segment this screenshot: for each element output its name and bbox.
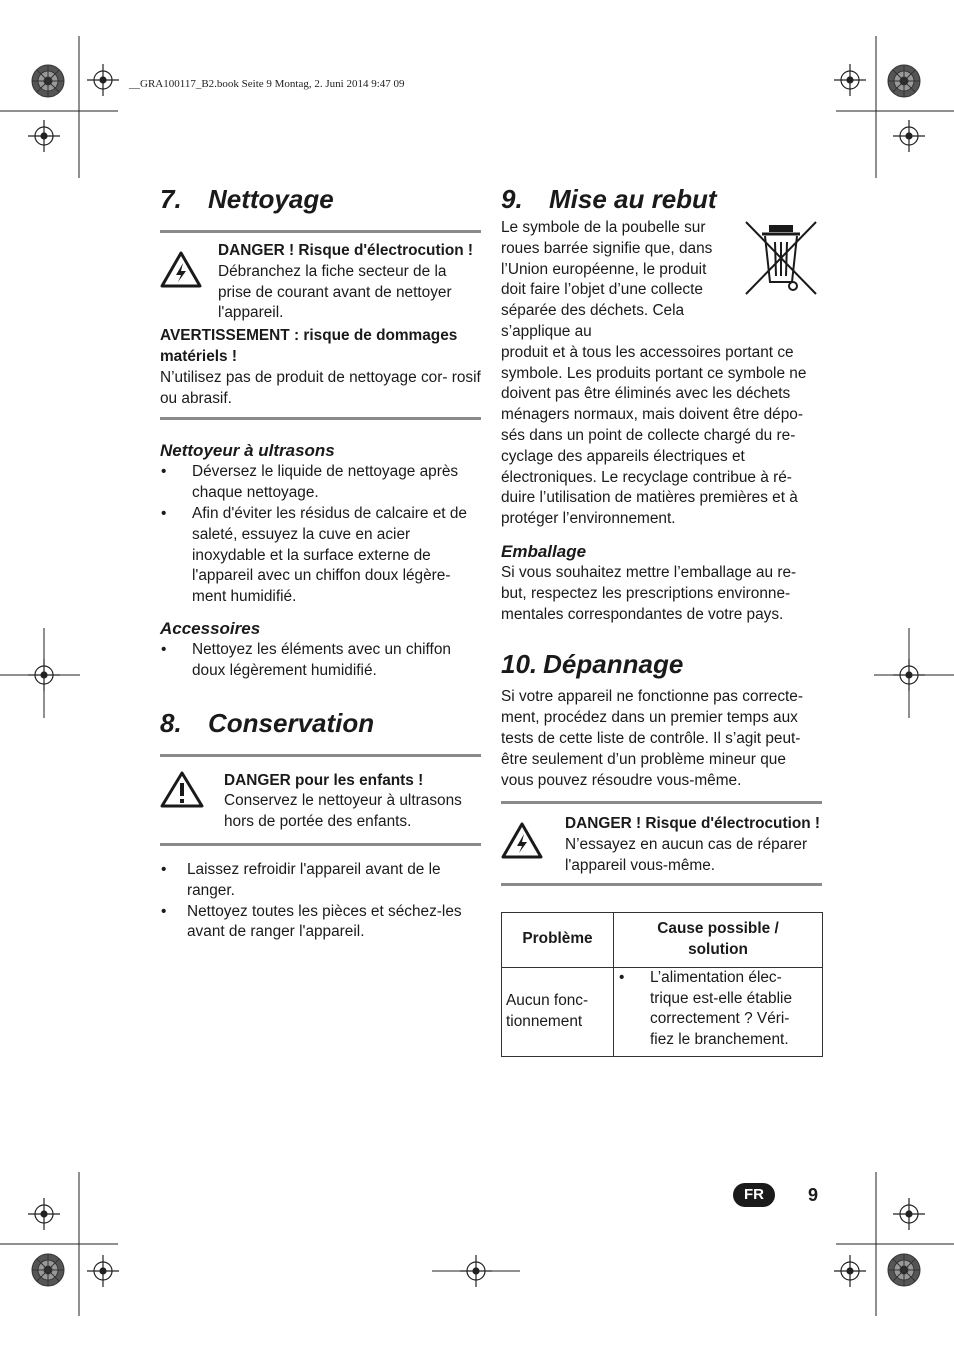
table-cell-problem: Aucun fonc- tionnement — [502, 967, 614, 1056]
section-10-heading: 10. Dépannage — [501, 649, 684, 680]
disposal-intro: Le symbole de la poubelle sur roues barrée signifie que, dans l’Union européenne, le produit doit faire l’objet d’une collecte séparée des déchets. Cela s’applique au — [501, 219, 713, 340]
packaging-text: Si vous souhaitez mettre l’emballage au re- but, respectez les prescriptions environne- mentales correspondantes de votre pays. — [501, 563, 797, 623]
accessories-heading: Accessoires — [160, 618, 261, 638]
crossed-out-bin-icon — [740, 218, 822, 305]
list-item: • Laissez refroidir l'appareil avant de le ranger. — [160, 860, 481, 902]
section-7-heading: 7. Nettoyage — [160, 184, 334, 214]
list-item: • Nettoyez les éléments avec un chiffon doux légèrement humidifié. — [160, 640, 481, 682]
danger-title: DANGER pour les enfants ! — [224, 771, 424, 789]
danger-text: N’essayez en aucun cas de réparer l'appareil vous-même. — [565, 836, 808, 874]
table-header-solution: Cause possible / solution — [614, 912, 823, 967]
warning-box-repair — [501, 801, 822, 885]
exclamation-warning-icon — [160, 771, 224, 833]
danger-text: Débranchez la fiche secteur de la prise de courant avant de nettoyer l'appareil. — [218, 262, 452, 322]
ultrasonic-cleaner-heading: Nettoyeur à ultrasons — [160, 441, 335, 461]
lightning-warning-icon — [160, 241, 218, 324]
section-9-heading: 9. Mise au rebut — [501, 184, 717, 214]
right-column — [501, 180, 822, 1057]
troubleshooting-table — [501, 912, 823, 1057]
table-header-problem: Problème — [502, 912, 614, 967]
troubleshooting-intro: Si votre appareil ne fonctionne pas correcte- ment, procédez dans un premier temps aux tests de cette liste de contrôle. Il s’agit peut- être seulement d’un problème mineur que vous pouvez résoudre vous-même. — [501, 688, 803, 789]
storage-list — [160, 860, 481, 943]
packaging-heading: Emballage — [501, 541, 587, 561]
warning-title: AVERTISSEMENT : risque de dommages matériels ! — [160, 327, 458, 365]
danger-title: DANGER ! Risque d'électrocution ! — [218, 242, 474, 259]
list-item: • Afin d'éviter les résidus de calcaire et de saleté, essuyez la cuve en acier inoxydable et la surface externe de l'appareil avec un chiffon doux légère- ment humidifié. — [160, 504, 481, 608]
table-header-row — [502, 912, 823, 967]
print-info: __GRA100117_B2.book Seite 9 Montag, 2. Juni 2014 9:47 09 — [129, 78, 405, 90]
accessories-list — [160, 640, 481, 682]
left-column — [160, 180, 481, 943]
warning-box-children — [160, 754, 481, 846]
ultrasonic-list — [160, 462, 481, 608]
list-item: • Nettoyez toutes les pièces et séchez-les avant de ranger l'appareil. — [160, 902, 481, 944]
disposal-text: produit et à tous les accessoires portant ce symbole. Les produits portant ce symbole ne doivent pas être éliminés avec les déchets ménagers normaux, mais doivent être dépo- sés dans un point de collecte chargé du re- cyclage des appareils électriques et électroniques. Le recyclage contribue à ré- duire l’utilisation de matières premières et à protéger l’environnement. — [501, 343, 807, 528]
page-number: 9 — [808, 1185, 819, 1205]
danger-title: DANGER ! Risque d'électrocution ! — [565, 815, 821, 833]
section-8-heading: 8. Conservation — [160, 707, 375, 738]
table-row — [502, 967, 823, 1056]
warning-box-cleaning — [160, 230, 481, 420]
table-cell-solution: • L’alimentation élec- trique est-elle établie correctement ? Véri- fiez le branchement. — [618, 968, 808, 1051]
danger-text: Conservez le nettoyeur à ultrasons hors de portée des enfants. — [224, 792, 462, 831]
language-badge: FR — [733, 1183, 775, 1207]
warning-text: N’utilisez pas de produit de nettoyage cor- rosif ou abrasif. — [160, 368, 481, 407]
list-item: • Déversez le liquide de nettoyage après chaque nettoyage. — [160, 462, 481, 504]
lightning-warning-icon — [501, 814, 565, 876]
